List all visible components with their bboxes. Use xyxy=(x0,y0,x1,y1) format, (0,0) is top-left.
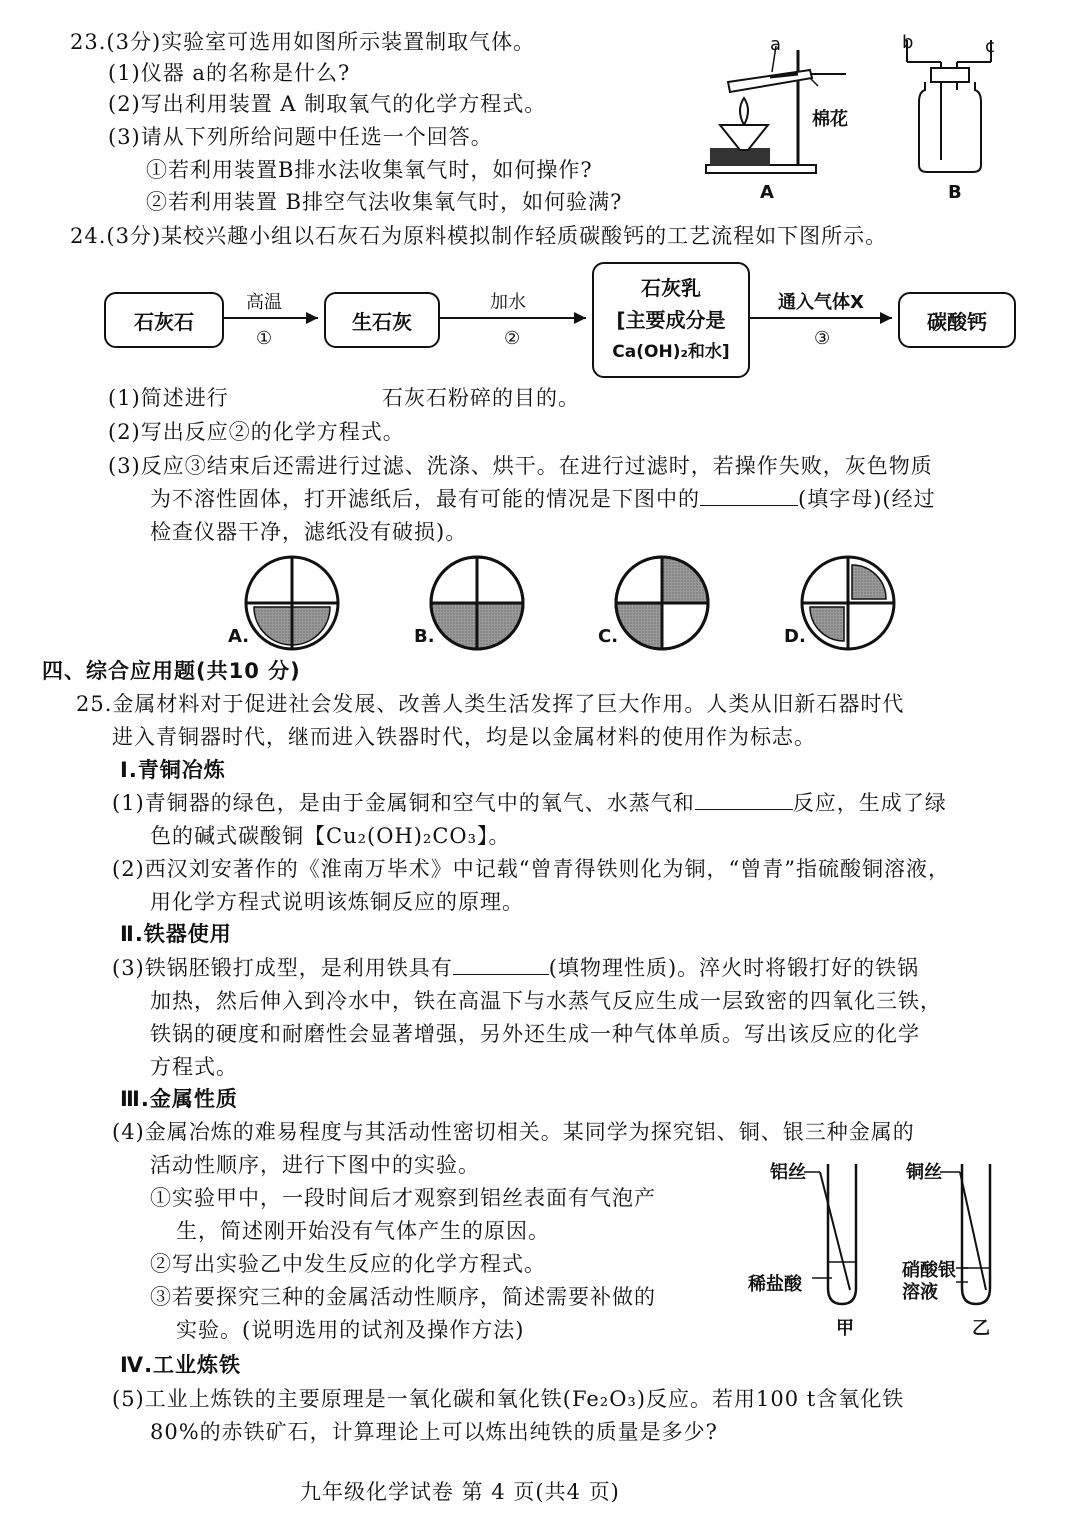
q25-part3-line1b: (填物理性质)。淬火时将锻打好的铁锅 xyxy=(548,956,920,980)
label-solution: 溶液 xyxy=(902,1282,938,1303)
q25-part4-c-line2: 实验。(说明选用的试剂及操作方法) xyxy=(176,1318,525,1342)
option-label-b: B. xyxy=(414,626,435,647)
label-A: A xyxy=(760,182,774,203)
q25-part4-line1: (4)金属冶炼的难易程度与其活动性密切相关。某同学为探究铝、铜、银三种金属的 xyxy=(112,1120,915,1144)
filter-paper-b xyxy=(431,557,523,649)
q25-part4-b: ②写出实验乙中发生反应的化学方程式。 xyxy=(150,1252,546,1276)
q23-part2: (2)写出利用装置 A 制取氧气的化学方程式。 xyxy=(108,92,547,116)
q23-option-1: ①若利用装置B排水法收集氧气时，如何操作? xyxy=(146,158,593,182)
label-yi: 乙 xyxy=(972,1318,990,1339)
label-aluminum-wire: 铝丝 xyxy=(770,1162,806,1183)
filter-paper-d xyxy=(802,557,894,649)
q25-intro-line1: 25.金属材料对于促进社会发展、改善人类生活发挥了巨大作用。人类从旧新石器时代 xyxy=(76,692,905,716)
label-cotton: 棉花 xyxy=(812,109,848,130)
q24-part3-line1: (3)反应③结束后还需进行过滤、洗涤、烘干。在进行过滤时，若操作失败，灰色物质 xyxy=(108,454,933,478)
section-4-heading: 四、综合应用题(共10 分) xyxy=(42,659,301,683)
q23-part3: (3)请从下列所给问题中任选一个回答。 xyxy=(108,125,493,149)
label-a: a xyxy=(770,34,782,55)
option-label-c: C. xyxy=(598,626,619,647)
filter-paper-c xyxy=(616,557,708,649)
q25-part3-line4: 方程式。 xyxy=(150,1055,238,1079)
arrow1-condition: 高温 xyxy=(246,292,282,313)
label-jia: 甲 xyxy=(836,1318,854,1339)
lime-milk-line2: [主要成分是 xyxy=(616,308,726,332)
q25-part1-blank[interactable] xyxy=(695,789,793,810)
q25-part1-line1b: 反应，生成了绿 xyxy=(792,791,947,815)
q24-part3-line2 xyxy=(150,485,936,513)
label-silver-nitrate: 硝酸银 xyxy=(902,1260,956,1281)
filter-paper-a xyxy=(246,557,338,649)
arrow2-condition: 加水 xyxy=(490,292,526,313)
q25-heading-1: Ⅰ.青铜冶炼 xyxy=(120,758,226,782)
q24-part2: (2)写出反应②的化学方程式。 xyxy=(108,420,405,444)
q25-part3-line1a: (3)铁锅胚锻打成型，是利用铁具有 xyxy=(112,956,453,980)
q25-part4-a-line1: ①实验甲中，一段时间后才观察到铝丝表面有气泡产 xyxy=(150,1186,656,1210)
q24-part1-start: (1)简述进行 xyxy=(108,386,229,410)
q24-part1-end: 石灰石粉碎的目的。 xyxy=(382,386,580,410)
q25-part4-line2: 活动性顺序，进行下图中的实验。 xyxy=(150,1153,480,1177)
q25-part4-a-line2: 生，简述刚开始没有气体产生的原因。 xyxy=(176,1219,550,1243)
q23-option-2: ②若利用装置 B排空气法收集氧气时，如何验满? xyxy=(146,190,623,214)
flow-box-limestone: 石灰石 xyxy=(104,292,224,348)
label-B: B xyxy=(948,182,962,203)
q25-part5-line2: 80%的赤铁矿石，计算理论上可以炼出纯铁的质量是多少? xyxy=(150,1420,718,1444)
q25-part1-line1a: (1)青铜器的绿色，是由于金属铜和空气中的氧气、水蒸气和 xyxy=(112,791,695,815)
q25-part3-line2: 加热，然后伸入到冷水中，铁在高温下与水蒸气反应生成一层致密的四氧化三铁， xyxy=(150,989,942,1013)
label-copper-wire: 铜丝 xyxy=(906,1162,942,1183)
q24-part3-line2b: (填字母)(经过 xyxy=(798,487,936,511)
lime-milk-line3: Ca(OH)₂和水] xyxy=(612,342,730,362)
flow-box-quicklime: 生石灰 xyxy=(324,292,440,348)
lime-milk-line1: 石灰乳 xyxy=(641,276,701,300)
q23-part1: (1)仪器 a的名称是什么? xyxy=(108,61,351,85)
arrow2-step: ② xyxy=(504,328,521,349)
q25-part3-blank[interactable] xyxy=(453,954,549,975)
arrow3-step: ③ xyxy=(814,328,831,349)
label-b: b xyxy=(902,32,914,53)
arrow3-condition: 通入气体X xyxy=(778,292,864,313)
q25-heading-3: Ⅲ.金属性质 xyxy=(120,1087,238,1111)
q25-part1-line2: 色的碱式碳酸铜【Cu₂(OH)₂CO₃】。 xyxy=(150,824,511,848)
flow-arrows xyxy=(0,0,1080,400)
q25-part1-line1 xyxy=(112,789,947,817)
q24-answer-blank[interactable] xyxy=(700,485,798,506)
q24-title: 24.(3分)某校兴趣小组以石灰石为原料模拟制作轻质碳酸钙的工艺流程如下图所示。 xyxy=(70,224,888,248)
filter-paper-options xyxy=(0,550,1080,660)
q25-intro-line2: 进入青铜器时代，继而进入铁器时代，均是以金属材料的使用作为标志。 xyxy=(112,725,816,749)
q25-part5-line1: (5)工业上炼铁的主要原理是一氧化碳和氧化铁(Fe₂O₃)反应。若用100 t含氧化铁 xyxy=(112,1387,905,1411)
label-c: c xyxy=(985,36,995,57)
option-label-d: D. xyxy=(784,626,806,647)
q25-part4-c-line1: ③若要探究三种的金属活动性顺序，简述需要补做的 xyxy=(150,1285,656,1309)
q23-title: 23.(3分)实验室可选用如图所示装置制取气体。 xyxy=(70,30,536,54)
q25-part2-line2: 用化学方程式说明该炼铜反应的原理。 xyxy=(150,890,524,914)
q25-part2-line1: (2)西汉刘安著作的《淮南万毕术》中记载“曾青得铁则化为铜，“曾青”指硫酸铜溶液， xyxy=(112,857,950,881)
q25-heading-2: Ⅱ.铁器使用 xyxy=(120,922,232,946)
option-label-a: A. xyxy=(228,626,250,647)
flow-box-calcium-carbonate: 碳酸钙 xyxy=(898,292,1016,348)
page-footer: 九年级化学试卷 第 4 页(共4 页) xyxy=(300,1480,620,1504)
q24-part3-line2a: 为不溶性固体，打开滤纸后，最有可能的情况是下图中的 xyxy=(150,487,700,511)
arrow1-step: ① xyxy=(256,328,273,349)
q25-part3-line3: 铁锅的硬度和耐磨性会显著增强，另外还生成一种气体单质。写出该反应的化学 xyxy=(150,1022,920,1046)
q25-part3-line1 xyxy=(112,954,919,982)
label-dilute-hcl: 稀盐酸 xyxy=(748,1274,802,1295)
q25-heading-4: Ⅳ.工业炼铁 xyxy=(120,1353,242,1377)
q24-part3-line3: 检查仪器干净，滤纸没有破损)。 xyxy=(150,520,468,544)
